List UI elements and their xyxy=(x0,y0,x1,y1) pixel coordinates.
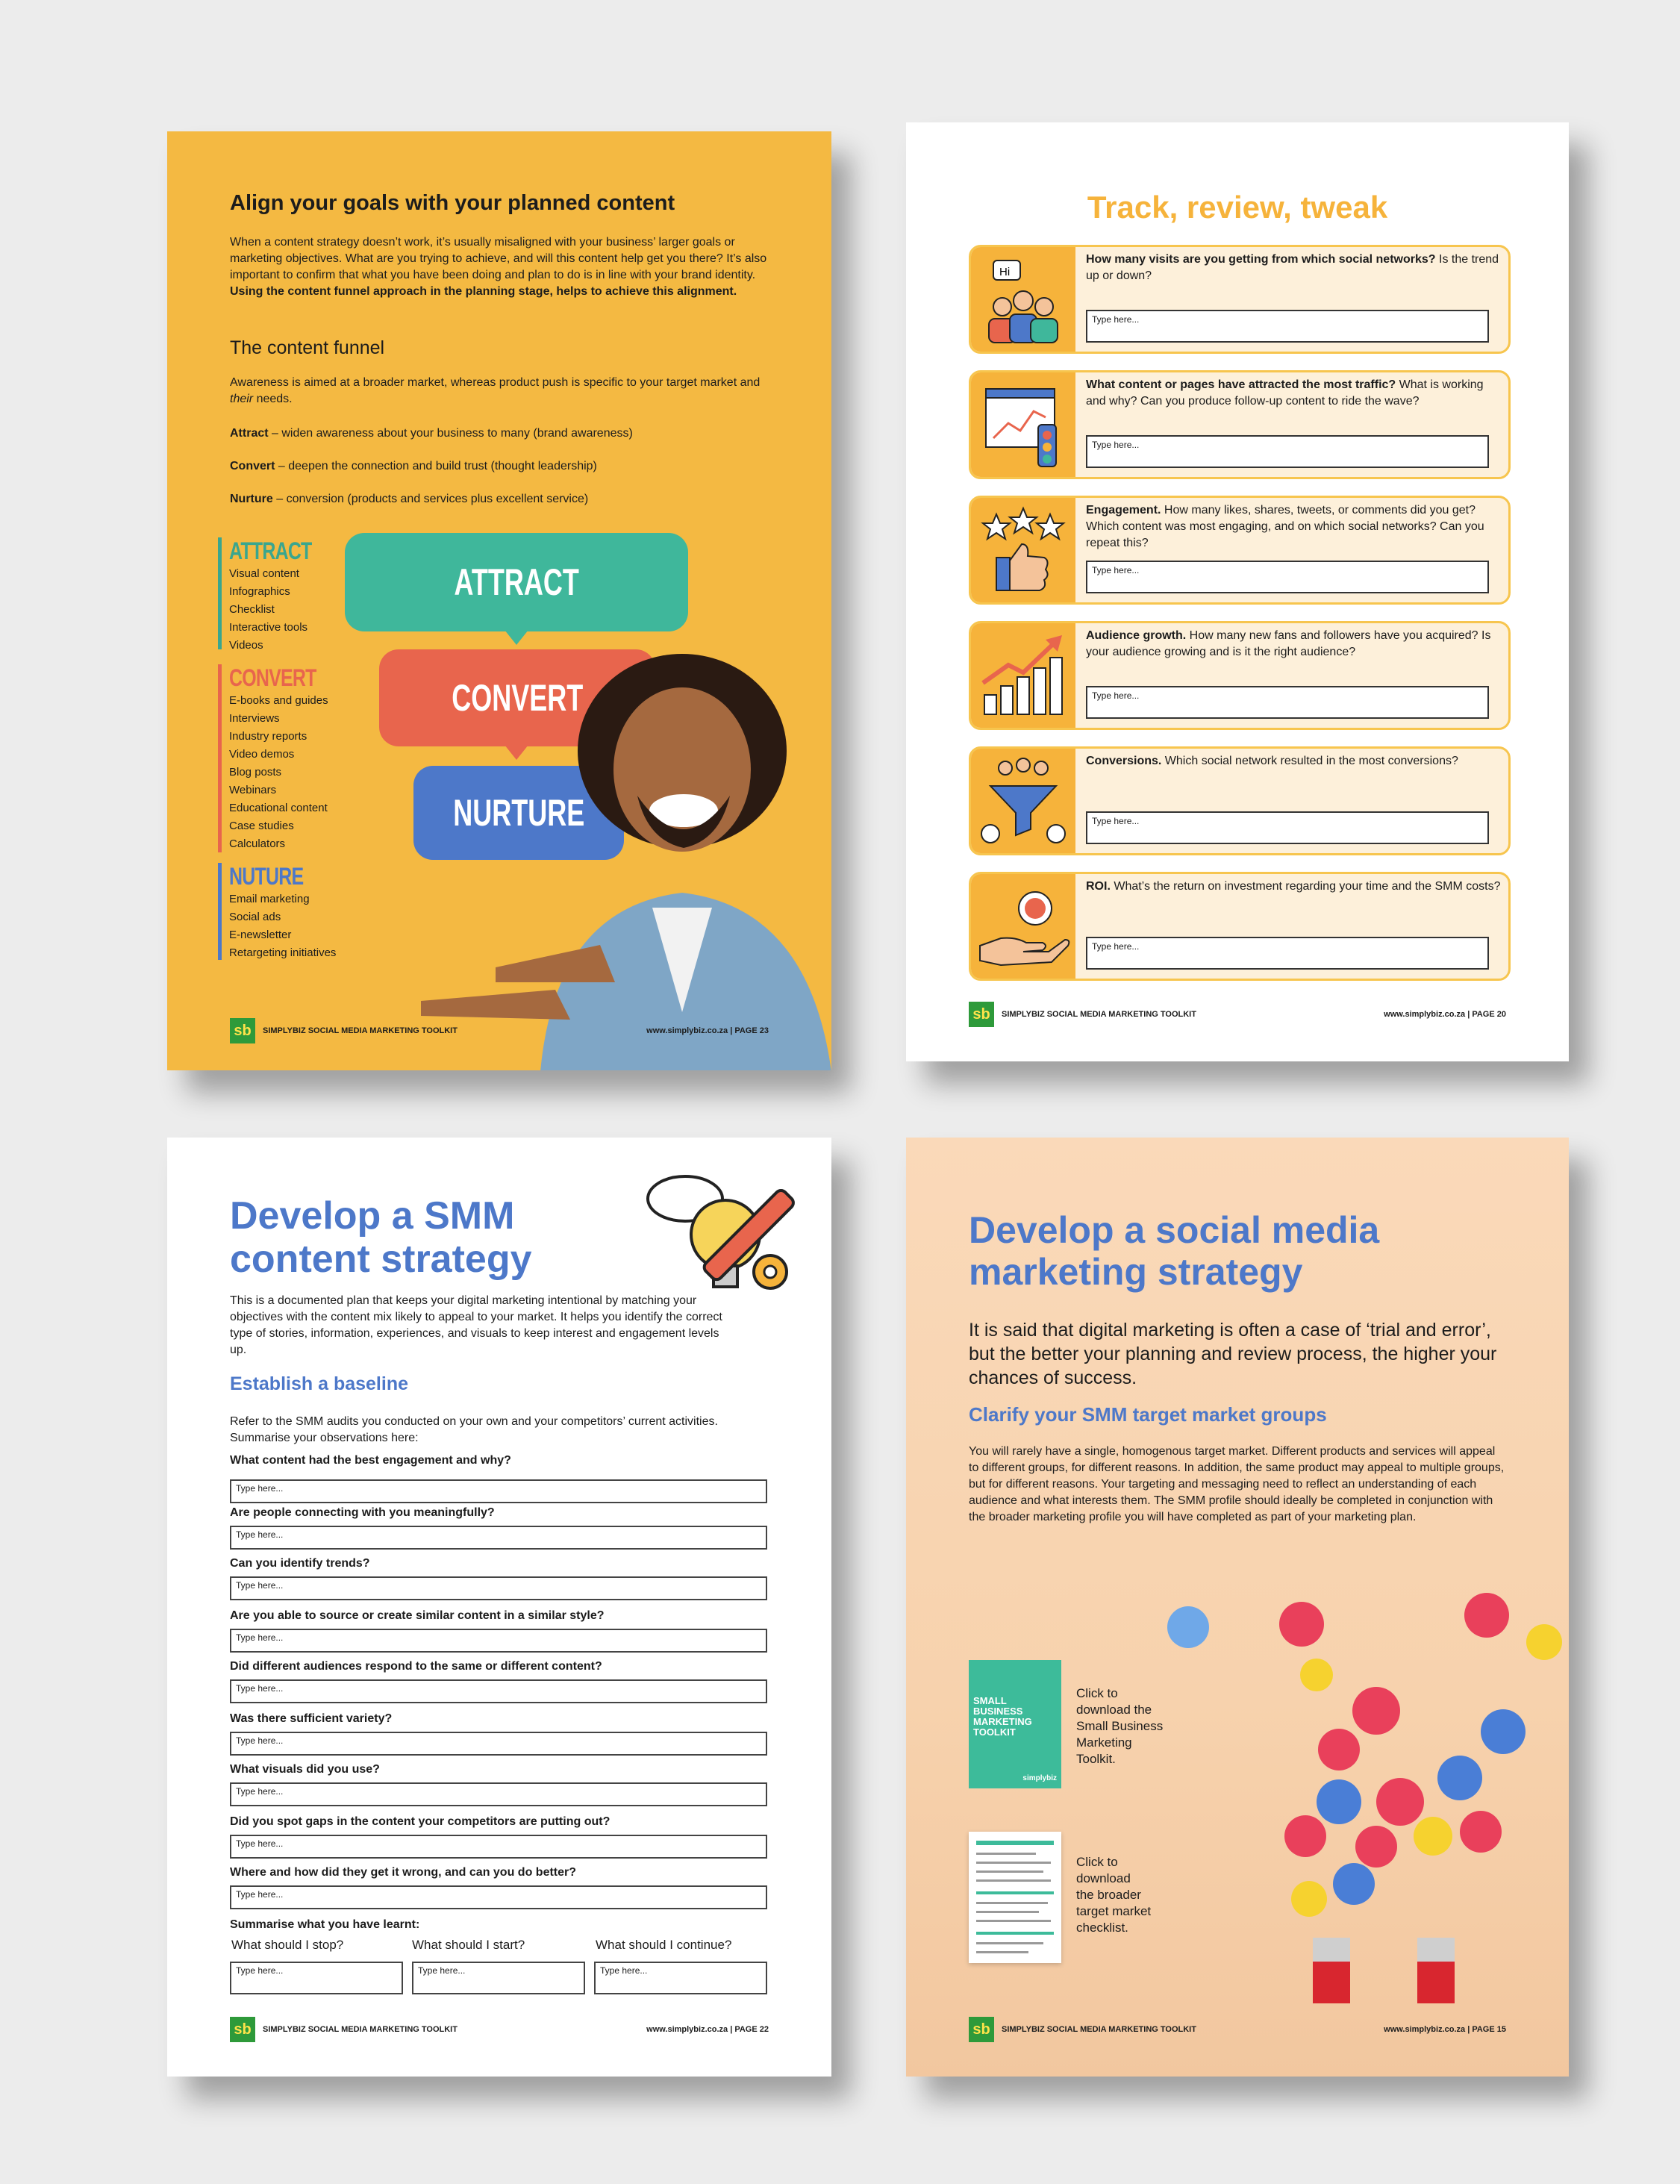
continue-field[interactable]: Type here... xyxy=(594,1962,767,1994)
simplybiz-logo: sb xyxy=(230,2017,255,2042)
star-icon xyxy=(1437,1756,1482,1800)
cover-brand: simplybiz xyxy=(1022,1774,1057,1782)
stop-field[interactable]: Type here... xyxy=(230,1962,403,1994)
page-footer xyxy=(969,2017,1506,2042)
funnel-nurture-label: NURTURE xyxy=(453,792,584,834)
question-5-label: Did different audiences respond to the same or different content? xyxy=(230,1660,602,1673)
q4-bold: Audience growth. xyxy=(1086,629,1187,642)
attract-text: – widen awareness about your business to many (brand awareness) xyxy=(268,427,633,440)
category-convert-head: CONVERT xyxy=(229,664,316,691)
question-8-field[interactable]: Type here... xyxy=(230,1835,767,1859)
category-nurture-items: Email marketing Social ads E-newsletter Retargeting initiatives xyxy=(229,893,337,959)
track-question-4 xyxy=(1086,628,1501,661)
q5-text: Which social network resulted in the most conversions? xyxy=(1161,755,1458,767)
section-subtitle: Clarify your SMM target market groups xyxy=(969,1403,1327,1426)
heart-icon xyxy=(1355,1826,1397,1868)
answer-field-5[interactable]: Type here... xyxy=(1086,811,1489,844)
lightbulb-pencil-icon xyxy=(642,1160,799,1309)
nurture-text: – conversion (products and services plus excellent service) xyxy=(272,493,589,505)
page-footer xyxy=(230,2017,769,2042)
page-track-review xyxy=(906,122,1569,1061)
answer-field-4[interactable]: Type here... xyxy=(1086,686,1489,719)
smiley-icon xyxy=(1300,1659,1333,1691)
question-5-field[interactable]: Type here... xyxy=(230,1679,767,1703)
q2-bold: What content or pages have attracted the most traffic? xyxy=(1086,378,1396,391)
heart-icon xyxy=(1284,1815,1326,1857)
track-card-growth xyxy=(969,621,1511,730)
page-title: Align your goals with your planned content xyxy=(230,191,675,215)
page-title xyxy=(230,1194,532,1281)
q6-bold: ROI. xyxy=(1086,880,1111,893)
intro-bold: Using the content funnel approach in the planning stage, helps to achieve this alignment. xyxy=(230,285,737,298)
star-icon xyxy=(1317,1779,1361,1824)
track-card-conversions xyxy=(969,746,1511,855)
checklist-lines-icon xyxy=(969,1832,1061,1963)
track-card-roi xyxy=(969,872,1511,981)
question-9-field[interactable]: Type here... xyxy=(230,1885,767,1909)
question-8-label: Did you spot gaps in the content your competitors are putting out? xyxy=(230,1815,611,1828)
q6-text: What’s the return on investment regarding your time and the SMM costs? xyxy=(1110,880,1501,893)
magnet-social-icons-illustration xyxy=(1152,1585,1569,2003)
awareness-b: needs. xyxy=(253,393,293,405)
heart-icon xyxy=(1464,1593,1509,1638)
q4-text: How many new fans and followers have you acquired? Is your audience growing and is it the right audience? xyxy=(1086,629,1491,658)
question-7-label: What visuals did you use? xyxy=(230,1763,380,1776)
title-line-2: marketing strategy xyxy=(969,1251,1303,1293)
question-4-label: Are you able to source or create similar content in a similar style? xyxy=(230,1609,605,1622)
chat-bubble-icon xyxy=(1333,1863,1375,1905)
column-stop-label: What should I stop? xyxy=(231,1938,344,1952)
track-card-visits xyxy=(969,245,1511,354)
simplybiz-logo: sb xyxy=(230,1018,255,1043)
page-align-goals xyxy=(167,131,831,1070)
smiley-icon xyxy=(1526,1624,1562,1660)
nurture-label: Nurture xyxy=(230,493,273,505)
smiley-icon xyxy=(1291,1881,1327,1917)
q3-text: How many likes, shares, tweets, or comments did you get? Which content was most engaging, and on which social networks? Can you repeat this? xyxy=(1086,504,1484,549)
page-footer xyxy=(230,1018,769,1043)
title-line-1: Develop a SMM xyxy=(230,1194,515,1238)
intro-paragraph xyxy=(230,234,767,300)
chat-bubble-icon xyxy=(1481,1709,1526,1754)
start-field[interactable]: Type here... xyxy=(412,1962,585,1994)
heart-icon xyxy=(1318,1729,1360,1770)
conversion-funnel-icon xyxy=(971,749,1075,853)
convert-line xyxy=(230,458,597,475)
roi-hand-coin-icon xyxy=(971,874,1075,979)
q1-bold: How many visits are you getting from which social networks? xyxy=(1086,253,1436,266)
awareness-italic: their xyxy=(230,393,254,405)
page-title: Track, review, tweak xyxy=(1087,190,1388,225)
body-paragraph: You will rarely have a single, homogenous target market. Different products and services will appeal to different groups, for different reasons. In addition, the same product may appeal to multiple groups, but for different reasons. Your targeting and messaging need to reflect an understanding of each audience and what interests them. The SMM profile should ideally be completed in conjunction with the broader marketing profile you will have completed as part of your marketing plan. xyxy=(969,1445,1505,1523)
funnel-convert-label: CONVERT xyxy=(451,677,584,719)
track-card-traffic xyxy=(969,370,1511,479)
summary-label: Summarise what you have learnt: xyxy=(230,1918,420,1931)
lead-paragraph: It is said that digital marketing is often a case of ‘trial and error’, but the better your planning and review process, the higher your chances of success. xyxy=(969,1320,1497,1388)
track-question-6 xyxy=(1086,879,1501,895)
attract-label: Attract xyxy=(230,427,269,440)
category-attract xyxy=(218,537,335,652)
answer-field-2[interactable]: Type here... xyxy=(1086,435,1489,468)
footer-brand: SIMPLYBIZ SOCIAL MEDIA MARKETING TOOLKIT xyxy=(263,1026,458,1035)
question-2-label: Are people connecting with you meaningfully? xyxy=(230,1506,495,1519)
question-6-field[interactable]: Type here... xyxy=(230,1732,767,1756)
growth-chart-icon xyxy=(971,623,1075,728)
footer-brand: SIMPLYBIZ SOCIAL MEDIA MARKETING TOOLKIT xyxy=(1002,1010,1196,1019)
page-social-media-strategy xyxy=(906,1138,1569,2077)
answer-field-6[interactable]: Type here... xyxy=(1086,937,1489,970)
footer-page: www.simplybiz.co.za | PAGE 20 xyxy=(1384,1010,1506,1019)
page-title xyxy=(969,1209,1379,1293)
question-6-label: Was there sufficient variety? xyxy=(230,1712,393,1725)
question-9-label: Where and how did they get it wrong, and can you do better? xyxy=(230,1866,577,1879)
category-nurture xyxy=(218,863,336,960)
intro-text: When a content strategy doesn’t work, it’s usually misaligned with your business’ larger goals or marketing objectives. What are you trying to achieve, and will this content help get you there? It’s also important to confirm that what you have been doing and plan to do is in line with your brand identity. xyxy=(230,236,767,281)
chat-people-icon xyxy=(971,247,1075,352)
refer-paragraph: Refer to the SMM audits you conducted on your own and your competitors’ current activities. Summarise your observations here: xyxy=(230,1415,718,1444)
heart-icon xyxy=(1279,1602,1324,1647)
track-card-engagement xyxy=(969,496,1511,605)
footer-page: www.simplybiz.co.za | PAGE 22 xyxy=(646,2025,769,2034)
question-4-field[interactable]: Type here... xyxy=(230,1629,767,1653)
nurture-line xyxy=(230,491,588,508)
category-convert xyxy=(218,664,340,852)
smiling-man-photo xyxy=(406,594,831,1070)
footer-page: www.simplybiz.co.za | PAGE 15 xyxy=(1384,2025,1506,2034)
footer-brand: SIMPLYBIZ SOCIAL MEDIA MARKETING TOOLKIT xyxy=(263,2025,458,2034)
awareness-a: Awareness is aimed at a broader market, whereas product push is specific to your target market and xyxy=(230,376,761,389)
question-3-label: Can you identify trends? xyxy=(230,1557,370,1570)
column-start-label: What should I start? xyxy=(412,1938,525,1952)
simplybiz-logo: sb xyxy=(969,2017,994,2042)
awareness-text xyxy=(230,375,767,408)
answer-field-1[interactable]: Type here... xyxy=(1086,310,1489,343)
convert-text: – deepen the connection and build trust (thought leadership) xyxy=(275,460,597,472)
toolkit-cover-thumbnail[interactable] xyxy=(969,1660,1061,1788)
download-checklist-link[interactable]: Click to download the broader target market checklist. xyxy=(1076,1855,1152,1935)
heart-icon xyxy=(1352,1687,1400,1735)
track-question-5 xyxy=(1086,753,1501,770)
checklist-thumbnail[interactable] xyxy=(969,1832,1061,1963)
question-1-label: What content had the best engagement and why? xyxy=(230,1454,511,1467)
track-question-1 xyxy=(1086,252,1501,284)
q2-text: What is working and why? Can you produce follow-up content to ride the wave? xyxy=(1086,378,1484,408)
convert-label: Convert xyxy=(230,460,275,472)
question-1-field[interactable]: Type here... xyxy=(230,1479,767,1503)
hi-bubble-text: Hi xyxy=(999,266,1011,278)
question-2-field[interactable]: Type here... xyxy=(230,1526,767,1550)
answer-field-3[interactable]: Type here... xyxy=(1086,561,1489,593)
question-3-field[interactable]: Type here... xyxy=(230,1576,767,1600)
footer-page: www.simplybiz.co.za | PAGE 23 xyxy=(646,1026,769,1035)
intro-paragraph: This is a documented plan that keeps your digital marketing intentional by matching your objectives with the content mix likely to appeal to your market. It helps you identify the correct type of stories, information, experiences, and visuals to keep interest and engagement levels up. xyxy=(230,1294,722,1356)
cover-title: SMALL BUSINESS MARKETING TOOLKIT xyxy=(973,1695,1032,1738)
question-7-field[interactable]: Type here... xyxy=(230,1782,767,1806)
category-convert-items: E-books and guides Interviews Industry reports Video demos Blog posts Webinars Educational content Case studies Calculators xyxy=(229,694,328,850)
q1-text: Is the trend up or down? xyxy=(1086,253,1499,282)
q3-bold: Engagement. xyxy=(1086,504,1161,517)
track-question-3 xyxy=(1086,502,1501,552)
heart-icon xyxy=(1460,1811,1502,1853)
smiley-icon xyxy=(1414,1817,1452,1856)
chat-bubble-icon xyxy=(1167,1606,1209,1648)
funnel-attract-label: ATTRACT xyxy=(454,561,579,603)
page-content-strategy xyxy=(167,1138,831,2077)
footer-brand: SIMPLYBIZ SOCIAL MEDIA MARKETING TOOLKIT xyxy=(1002,2025,1196,2034)
heart-icon xyxy=(1376,1778,1424,1826)
column-continue-label: What should I continue? xyxy=(596,1938,732,1952)
category-attract-items: Visual content Infographics Checklist Interactive tools Videos xyxy=(229,567,308,652)
simplybiz-logo: sb xyxy=(969,1002,994,1027)
title-line-1: Develop a social media xyxy=(969,1209,1380,1251)
category-attract-head: ATTRACT xyxy=(229,537,312,564)
attract-line xyxy=(230,425,633,442)
page-footer xyxy=(969,1002,1506,1027)
section-subtitle: The content funnel xyxy=(230,337,385,358)
q5-bold: Conversions. xyxy=(1086,755,1162,767)
category-nurture-head: NUTURE xyxy=(229,863,304,890)
title-line-2: content strategy xyxy=(230,1238,532,1281)
section-subtitle: Establish a baseline xyxy=(230,1373,408,1394)
download-toolkit-link[interactable]: Click to download the Small Business Marketing Toolkit. xyxy=(1076,1686,1164,1766)
stars-thumbs-up-icon xyxy=(971,498,1075,602)
track-question-2 xyxy=(1086,377,1501,410)
traffic-dashboard-icon xyxy=(971,372,1075,477)
